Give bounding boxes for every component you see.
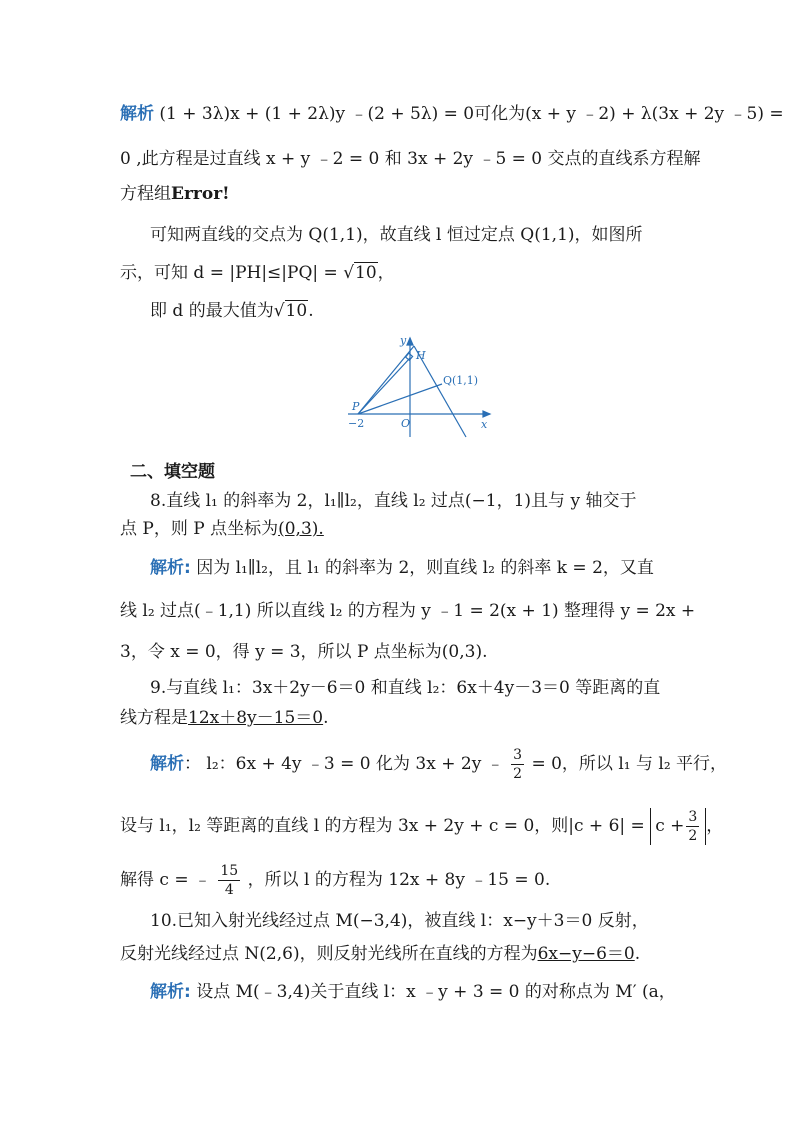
section-title: 二、填空题 xyxy=(130,462,215,482)
question-8-line-2: 点 P，则 P 点坐标为(0,3). xyxy=(120,519,324,539)
H-label: H xyxy=(416,349,426,362)
question-9-line-1: 9.与直线 l₁：3x＋2y－6＝0 和直线 l₂：6x＋4y－3＝0 等距离的直 xyxy=(150,678,661,698)
solution-text: (1 + 3λ)x + (1 + 2λ)y ﹣(2 + 5λ) = 0可化为(x + y ﹣2) + λ(3x + 2y ﹣5) = xyxy=(159,104,784,124)
solution-label: 解析: xyxy=(150,982,191,1002)
solution-10-line-1: 解析: 设点 M(﹣3,4)关于直线 l：x ﹣y + 3 = 0 的对称点为 M′ (a， xyxy=(150,982,676,1002)
P-label: P xyxy=(352,400,360,413)
solution-text: 即 d 的最大值为 xyxy=(150,301,274,321)
solution-9-line-1: 解析： l₂：6x + 4y ﹣3 = 0 化为 3x + 2y ﹣ $\frac{3}{2}$ = 0，所以 l₁ 与 l₂ 平行， xyxy=(150,747,728,782)
error-text: Error! xyxy=(171,184,230,204)
y-axis-arrow xyxy=(407,338,413,345)
sqrt-value: 10 xyxy=(355,263,377,283)
solution-text: 可知两直线的交点为 Q(1,1)，故直线 l 恒过定点 Q(1,1)，如图所 xyxy=(150,225,643,245)
y-label: y xyxy=(400,334,407,347)
solution-label: 解析: xyxy=(150,558,191,578)
question-9-line-2: 线方程是12x＋8y－15＝0. xyxy=(120,708,329,728)
fraction: $\frac{3}{2}$ xyxy=(513,747,523,782)
question-10-line-2: 反射光线经过点 N(2,6)，则反射光线所在直线的方程为6x−y−6＝0. xyxy=(120,944,641,964)
solution-label: 解析 xyxy=(150,754,184,774)
neg2-label: −2 xyxy=(348,417,365,430)
solution-line-1 xyxy=(120,102,784,126)
solution-8-line-3: 3，令 x = 0，得 y = 3，所以 P 点坐标为(0,3). xyxy=(120,642,488,662)
solution-8-line-2: 线 l₂ 过点(﹣1,1) 所以直线 l₂ 的方程为 y ﹣1 = 2(x + 1) 整理得 y = 2x + xyxy=(120,601,696,621)
solution-line-3 xyxy=(120,182,680,206)
solution-8-line-1: 解析: 因为 l₁∥l₂，且 l₁ 的斜率为 2，则直线 l₂ 的斜率 k = 2，又直 xyxy=(150,558,654,578)
solution-line-6: 即 d 的最大值为√10. xyxy=(150,301,314,321)
solution-text: 方程组 xyxy=(120,184,171,204)
solution-text: 0 ,此方程是过直线 x + y ﹣2 = 0 和 3x + 2y ﹣5 = 0 交点的直线系方程解 xyxy=(120,149,701,169)
answer-8: (0,3). xyxy=(278,519,324,539)
Q-label: Q(1,1) xyxy=(443,374,479,387)
question-10-line-1: 10.已知入射光线经过点 M(−3,4)，被直线 l：x−y＋3＝0 反射， xyxy=(150,911,649,931)
O-label: O xyxy=(401,417,411,430)
solution-label: 解析 xyxy=(120,104,154,124)
solution-9-line-2: 设与 l₁，l₂ 等距离的直线 l 的方程为 3x + 2y + c = 0，则|c + 6| = c + $\frac{3}{2}$ ， xyxy=(120,809,724,844)
sqrt-value: 10 xyxy=(285,301,308,321)
answer-9: 12x＋8y－15＝0 xyxy=(188,708,324,728)
solution-text: 示，可知 d = |PH|≤|PQ| = xyxy=(120,263,344,283)
absolute-value: c + $\frac{3}{2}$ xyxy=(650,808,706,845)
question-8-line-1: 8.直线 l₁ 的斜率为 2，l₁∥l₂，直线 l₂ 过点(−1，1)且与 y 轴交于 xyxy=(150,491,637,511)
x-label: x xyxy=(481,418,488,431)
coordinate-figure xyxy=(338,332,498,442)
solution-line-2 xyxy=(120,147,701,171)
segment-PH xyxy=(358,358,410,414)
solution-line-4 xyxy=(150,223,710,247)
solution-line-5: 示，可知 d = |PH|≤|PQ| = √10， xyxy=(120,263,395,283)
solution-9-line-3: 解得 c = ﹣ $\frac{15}{4}$ ，所以 l 的方程为 12x + 8y ﹣15 = 0. xyxy=(120,863,551,898)
fraction: $\frac{15}{4}$ xyxy=(220,863,239,898)
answer-10: 6x−y−6＝0 xyxy=(537,944,635,964)
x-axis-arrow xyxy=(483,411,490,417)
